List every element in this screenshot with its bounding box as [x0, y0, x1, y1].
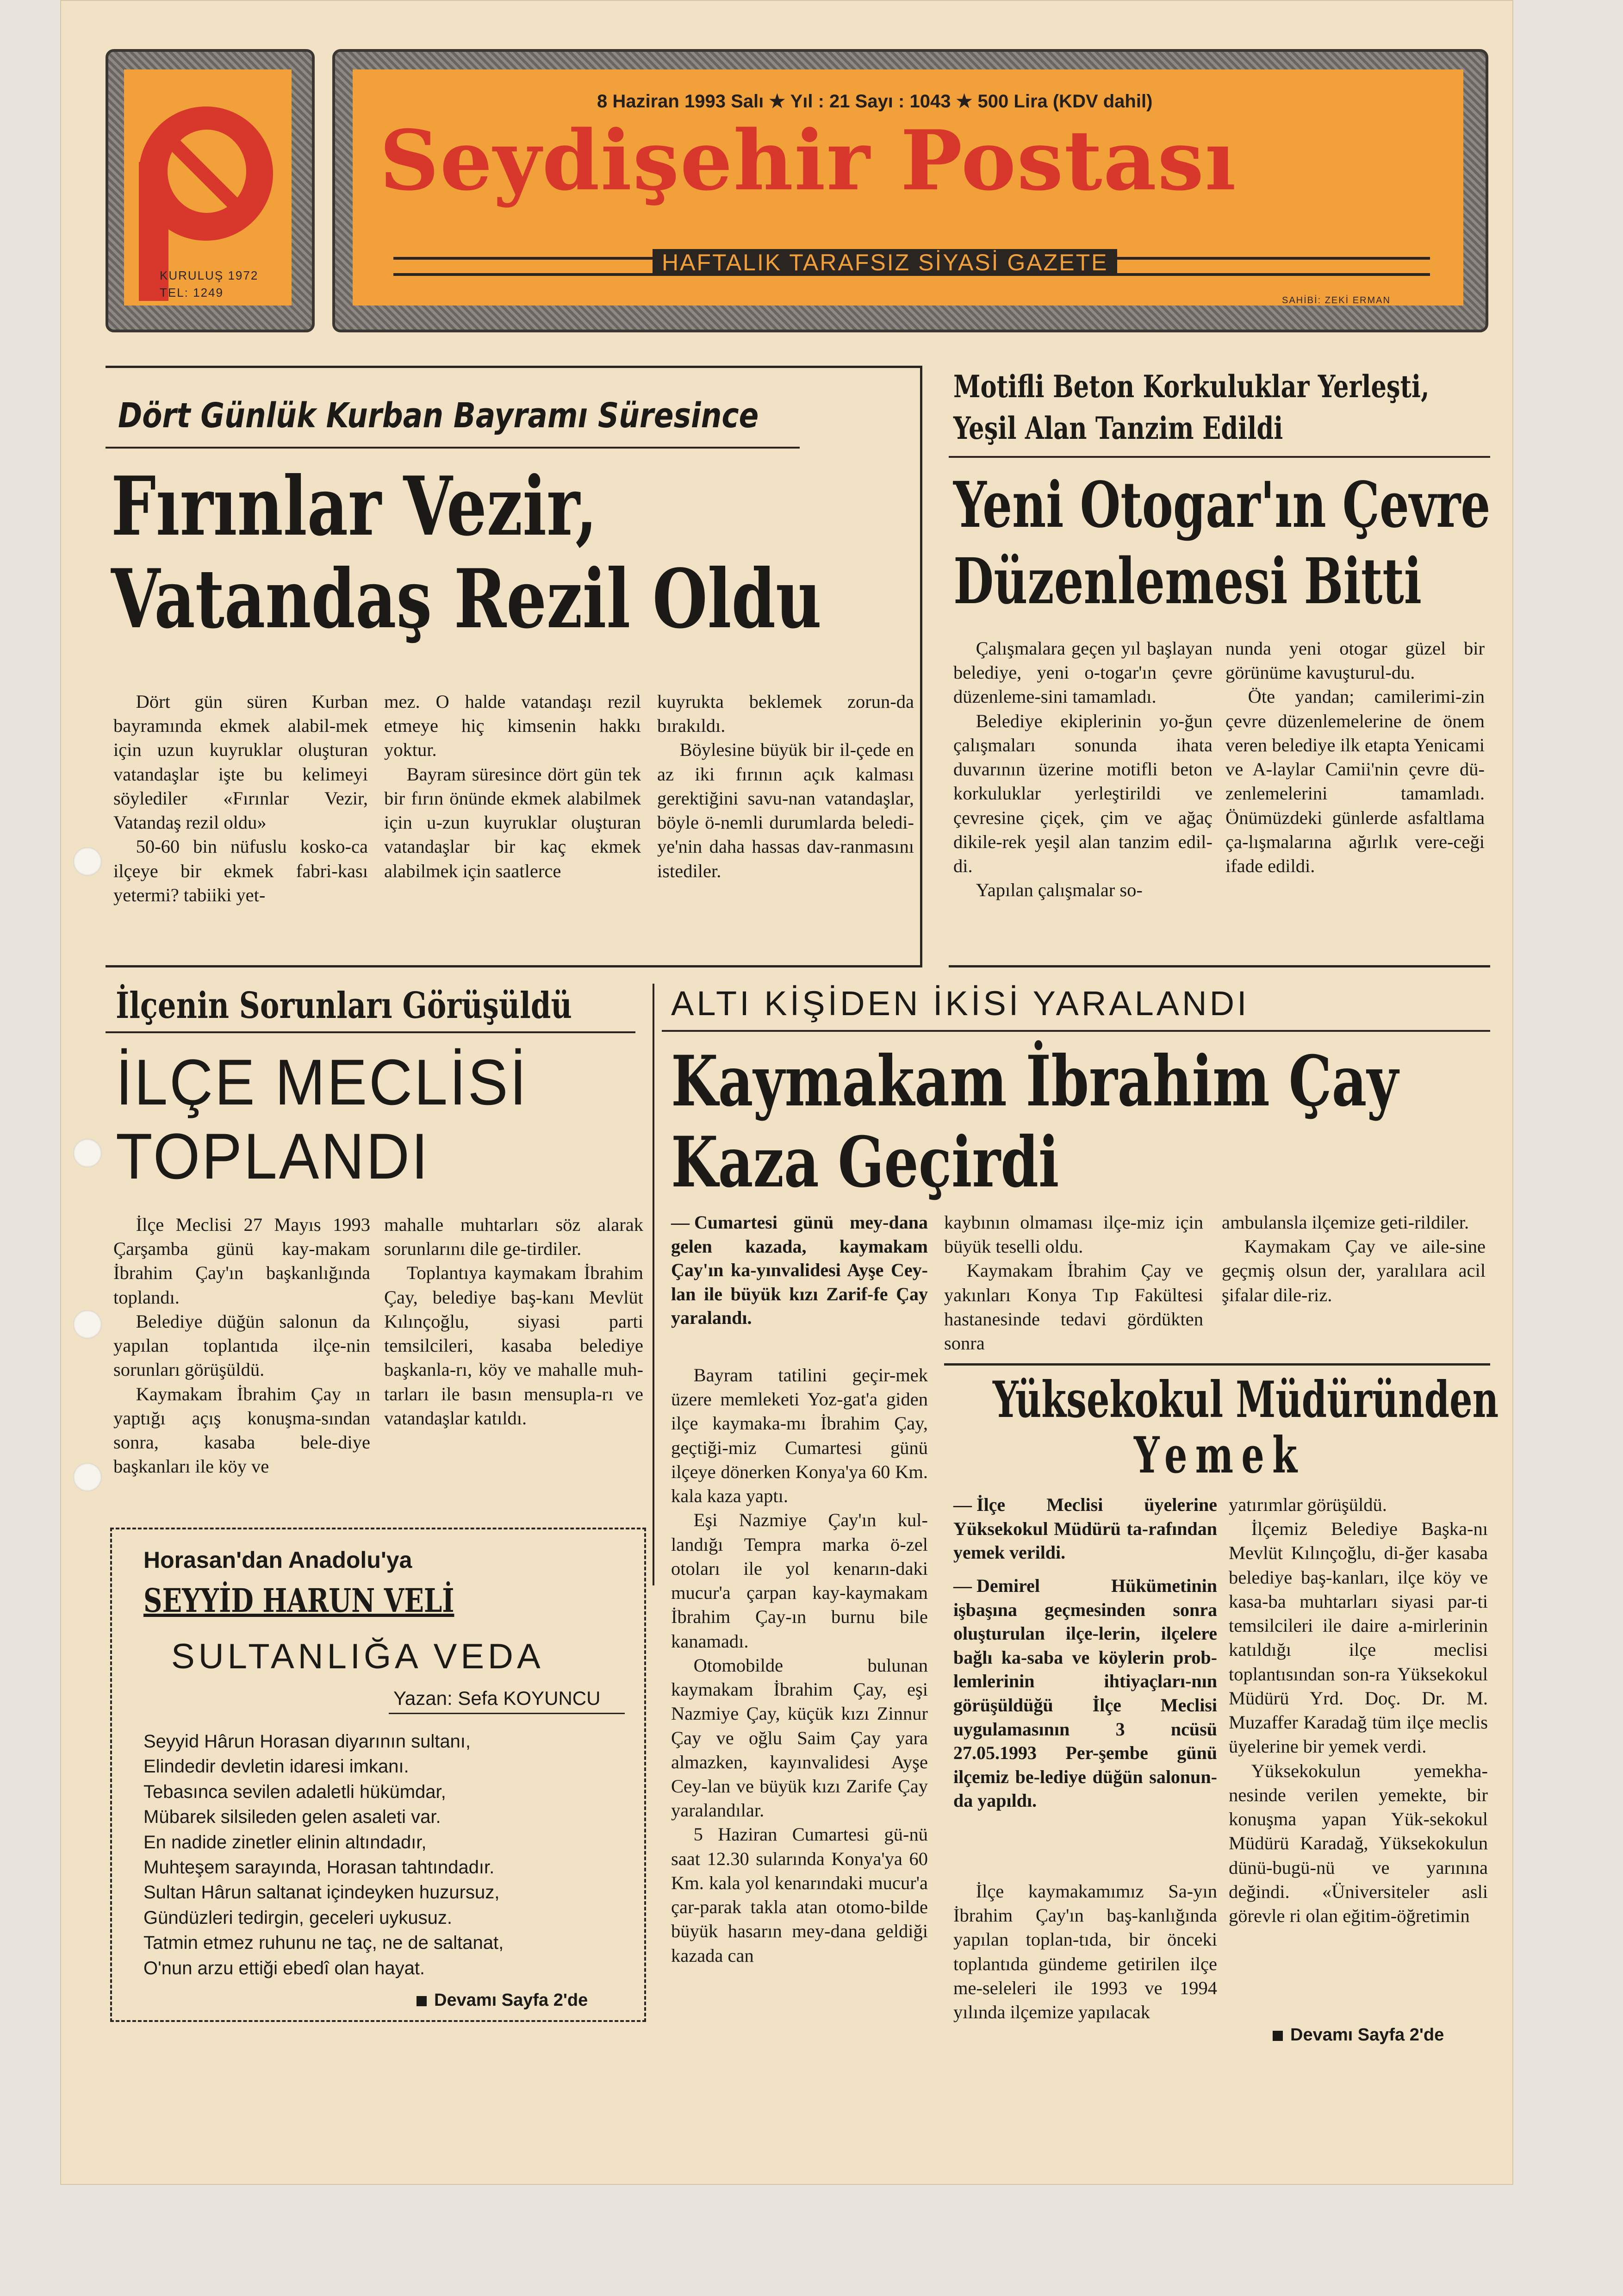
poem-line: Seyyid Hârun Horasan diyarının sultanı, — [143, 1731, 471, 1752]
bakery-col-1: Dört gün süren Kurban bayramında ekmek alabil-mek için uzun kuyruklar oluşturan vatandaşlar işte bu kelimeyi söylediler «Fırınlar Vezir, Vatandaş rezil oldu» 50-60 bin nüfuslu kosko-ca ilçeye bir ekmek fabri-kası yetermi? tabiiki yet- — [113, 691, 368, 905]
owner-label: SAHİBİ: ZEKİ ERMAN — [1282, 295, 1391, 306]
punch-hole — [73, 847, 102, 876]
poem-lines — [143, 1729, 504, 1981]
bakery-col-2: mez. O halde vatandaşı rezil etmeye hiç kimsenin hakkı yoktur. Bayram süresince dört gün tek bir fırın önünde ekmek alabilmek için u-zun kuyruklar oluşturan vatandaşlar bir kaç ekmek alabilmek için saatlerce — [384, 691, 641, 881]
punch-hole — [73, 1139, 102, 1167]
dinner-col-2: yatırımlar görüşüldü. İlçemiz Belediye Başka-nı Mevlüt Kılınçoğlu, di-ğer kasaba belediye baş-kanları, ilçe köy ve kasa-ba muhtarları siyasi par-ti temsilcileri ile daire a-mirlerinin katıldığı ilçe meclisi toplantısından son-ra Yüksekokul Müdürü Yrd. Doç. Dr. M. Muzaffer Karadağ tüm ilçe meclis üyelerine bir yemek verdi. Yüksekokulun yemekha-nesinde verilen yemekte, bir konuşma yapan Yük-sekokul Müdürü Karadağ, Yüksekokulun dünü-bugü-nü ve yarınına değindi. «Üniversiteler asli görevle ri olan eğitim-öğretimin — [1229, 1494, 1488, 1926]
founded-label: KURULUŞ 1972 — [160, 268, 259, 282]
poem-line: Mübarek silsileden gelen asaleti var. — [143, 1807, 441, 1828]
bus-col-1: Çalışmalara geçen yıl başlayan belediye, yeni o-togar'ın çevre düzenleme-sini tamamladı. Belediye ekiplerinin yo-ğun çalışmaları sonunda ihata duvarının üzerine motifli beton korkuluklar yerleştirildi ve çevresine çiçek, çim ve ağaç dikile-rek yeşil alan tanzim edil-di. Yapılan çalışmalar so- — [953, 638, 1213, 901]
bus-headline-2: Düzenlemesi Bitti — [953, 544, 1422, 618]
poem-line: Sultan Hârun saltanat içindeyken huzursuz, — [143, 1882, 500, 1903]
brand-title: Seydişehir Postası — [379, 112, 1237, 209]
council-divider — [653, 984, 654, 1585]
dinner-lead-1: — İlçe Meclisi üyelerine Yüksekokul Müdürü ta-rafından yemek verildi. — [953, 1494, 1217, 1563]
council-headline-2: TOPLANDI — [116, 1120, 430, 1192]
accident-col-1: Bayram tatilini geçir-mek üzere memleketi Yoz-gat'a giden ilçe kaymaka-mı İbrahim Çay, geçtiği-miz Cumartesi günü ilçeye dönerken Konya'ya 60 Km. kala kaza yaptı. Eşi Nazmiye Çay'ın kul-landığı Tempra marka ö-zel otoları ile yol kenarın-daki mucur'a çarpan kay-kaymakam İbrahim Çay-ın burnu bile kanamadı. Otomobilde bulunan kaymakam İbrahim Çay, eşi Nazmiye Çay, küçük kızı Zinnur Çay ve oğlu Saim Çay yara almazken, kayınvalidesi Ayşe Cey-lan ve büyük kızı Zarife Çay yaralandılar. 5 Haziran Cumartesi gü-nü saat 12.30 sularında Konya'ya 60 Km. kala yol kenarındaki mucur'a çar-parak takla atan otomo-bilde büyük hasarın mey-dana geldiği kazada can — [671, 1365, 928, 1966]
accident-col-3: ambulansla ilçemize geti-rildiler. Kaymakam Çay ve aile-sine geçmiş olsun der, yaralılara acil şifalar dile-riz. — [1222, 1212, 1486, 1305]
logo-p-icon — [139, 106, 273, 241]
bus-kicker-1: Motifli Beton Korkuluklar Yerleşti, — [953, 368, 1430, 405]
bus-headline-1: Yeni Otogar'ın Çevre — [953, 468, 1491, 542]
poem-line: Muhteşem sarayında, Horasan tahtındadır. — [143, 1857, 495, 1878]
dinner-headline-1: Yüksekokul Müdüründen — [993, 1371, 1499, 1429]
poem-line: Tebasınca sevilen adaletli hükümdar, — [143, 1781, 446, 1802]
bakery-box-right — [920, 366, 922, 967]
bus-kicker-2: Yeşil Alan Tanzim Edildi — [953, 410, 1283, 446]
bakery-box-bottom — [106, 965, 922, 967]
bakery-headline-2: Vatandaş Rezil Oldu — [111, 552, 822, 647]
poem-line: O'nun arzu ettiği ebedî olan hayat. — [143, 1958, 425, 1978]
council-col-2: mahalle muhtarları söz alarak sorunlarını dile ge-tirdiler. Toplantıya kaymakam İbrahim Çay, belediye baş-kanı Mevlüt Kılınçoğlu, siyasi parti temsilcileri, kasaba belediye başkanla-rı, köy ve mahalle muh-tarları ile basın mensupla-rı ve vatandaşlar katıldı. — [384, 1214, 643, 1429]
bakery-headline-1: Fırınlar Vezir, — [111, 459, 597, 554]
dinner-top-rule — [944, 1363, 1490, 1366]
poem-continued[interactable]: Devamı Sayfa 2'de — [417, 1990, 588, 2010]
bakery-kicker-rule — [106, 447, 800, 449]
dinner-continued[interactable]: Devamı Sayfa 2'de — [1273, 2025, 1444, 2045]
poem-kicker: Horasan'dan Anadolu'ya — [143, 1547, 412, 1573]
bakery-box-top — [106, 366, 922, 368]
poem-line: Gündüzleri tedirgin, geceleri uykusuz. — [143, 1907, 453, 1928]
accident-lead: — Cumartesi günü mey-dana gelen kazada, kaymakam Çay'ın ka-yınvalidesi Ayşe Cey-lan ile büyük kızı Zarif-fe Çay yaralandı. — [671, 1212, 928, 1329]
council-col-1: İlçe Meclisi 27 Mayıs 1993 Çarşamba günü kay-makam İbrahim Çay'ın başkanlığında toplandı. Belediye düğün salonun da yapılan toplantıda ilçe-nin sorunları görüşüldü. Kaymakam İbrahim Çay ın yaptığı açış konuşma-sından sonra, kasaba bele-diye başkanları ile köy ve — [113, 1214, 370, 1477]
bakery-col-3: kuyrukta beklemek zorun-da bırakıldı. Böylesine büyük bir il-çede en az iki fırının açık kalması gerektiğini savu-nan vatandaşlar, böyle ö-nemli durumlarda beledi-ye'nin daha hassas dav-ranmasını istediler. — [657, 691, 914, 881]
dinner-lead-2: — Demirel Hükümetinin işbaşına geçmesinden sonra oluşturulan ilçe-lerin, ilçelere bağlı ka-saba ve köylerin prob-lemlerinin ihtiyaçları-nın görüşüldüğü İlçe Meclisi uygulamasının 3 ncüsü 27.05.1993 Per-şembe günü ilçemiz be-lediye düğün salonun-da yapıldı. — [953, 1575, 1217, 1811]
accident-col-2: kaybının olmaması ilçe-miz için büyük teselli oldu. Kaymakam İbrahim Çay ve yakınları Konya Tıp Fakültesi hastanesinde tedavi gördükten sonra — [944, 1212, 1203, 1354]
council-kicker-rule — [106, 1031, 635, 1033]
poem-name: SEYYİD HARUN VELİ — [143, 1581, 454, 1620]
dinner-headline-2: Yemek — [1134, 1426, 1306, 1485]
bus-bottom-rule — [949, 965, 1490, 967]
bus-kicker-rule — [949, 456, 1490, 458]
accident-headline-2: Kaza Geçirdi — [671, 1122, 1059, 1203]
poem-line: Elindedir devletin idaresi imkanı. — [143, 1756, 409, 1777]
accident-kicker: ALTI KİŞİDEN İKİSİ YARALANDI — [671, 984, 1250, 1023]
accident-headline-1: Kaymakam İbrahim Çay — [671, 1041, 1399, 1122]
poem-author-rule — [389, 1713, 625, 1714]
square-bullet-icon — [1273, 2031, 1283, 2041]
poem-author: Yazan: Sefa KOYUNCU — [393, 1687, 601, 1709]
poem-line: Tatmin etmez ruhunu ne taç, ne de saltanat, — [143, 1933, 504, 1953]
council-kicker: İlçenin Sorunları Görüşüldü — [116, 985, 572, 1027]
dinner-col-1: İlçe kaymakamımız Sa-yın İbrahim Çay'ın baş-kanlığında yapılan toplan-tıda, bir önceki toplantıda gündeme getirilen ilçe me-seleleri ile 1993 ve 1994 yılında ilçemize yapılacak — [953, 1881, 1217, 2023]
poem-title: SULTANLIĞA VEDA — [171, 1637, 544, 1676]
accident-kicker-rule — [662, 1030, 1490, 1032]
council-headline-1: İLÇE MECLİSİ — [116, 1046, 529, 1118]
punch-hole — [73, 1463, 102, 1491]
tagline: HAFTALIK TARAFSIZ SİYASİ GAZETE — [653, 249, 1117, 276]
square-bullet-icon — [417, 1996, 427, 2006]
dateline: 8 Haziran 1993 Salı ★ Yıl : 21 Sayı : 1043 ★ 500 Lira (KDV dahil) — [597, 91, 1153, 112]
punch-hole — [73, 1310, 102, 1339]
bakery-kicker: Dört Günlük Kurban Bayramı Süresince — [118, 396, 759, 436]
poem-line: En nadide zinetler elinin altındadır, — [143, 1832, 427, 1853]
phone-label: TEL: 1249 — [160, 286, 224, 299]
bus-col-2: nunda yeni otogar güzel bir görünüme kavuşturul-du. Öte yandan; camilerimi-zin çevre düzenlemelerine de önem veren belediye ilk etapta Yenicami ve A-laylar Camii'nin çevre dü-zenlemelerini tamamladı. Önümüzdeki günlerde asfaltlama ça-lışmalarına ağırlık vere-ceği ifade edildi. — [1225, 638, 1485, 877]
